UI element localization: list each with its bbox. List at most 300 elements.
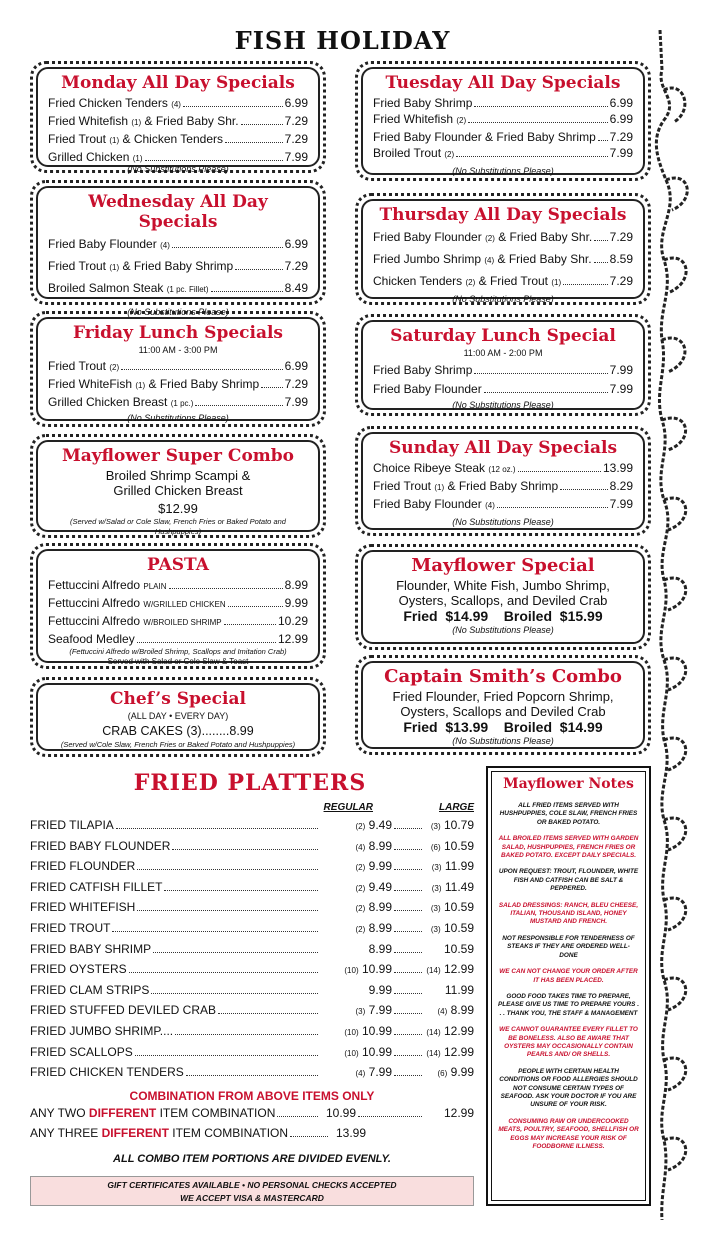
- rope-decoration: [650, 30, 700, 1220]
- thursday-item: [373, 249, 633, 271]
- wednesday-item-label: Broiled Salmon Steak: [48, 281, 164, 295]
- monday-item-qty: (1): [109, 136, 120, 145]
- platter-regular-price: 7.99: [368, 1003, 392, 1018]
- saturday-heading: Saturday Lunch Special: [390, 326, 616, 346]
- combo-three-leader: [290, 1136, 328, 1137]
- saturday-item: [373, 380, 633, 399]
- platter-large-price: 12.99: [443, 1023, 474, 1038]
- platter-regular-price: 9.99: [368, 859, 392, 874]
- combo-two-different: DIFFERENT: [88, 1105, 157, 1120]
- captain-smith-line1: Fried Flounder, Fried Popcorn Shrimp,: [392, 689, 614, 704]
- super-combo-price: $12.99: [158, 501, 198, 516]
- friday-item-label: Fried WhiteFish: [48, 377, 133, 391]
- monday-item-price: 7.29: [284, 114, 308, 128]
- platter-large-price: 10.59: [443, 838, 474, 853]
- monday-item: [48, 95, 308, 113]
- platter-leader2: [394, 952, 422, 953]
- platter-large-price: 9.99: [450, 1065, 474, 1080]
- saturday-item: [373, 361, 633, 380]
- platter-leader: [151, 993, 318, 994]
- platter-name: FRIED BABY FLOUNDER: [30, 838, 171, 853]
- friday-item-name: [48, 358, 119, 376]
- platter-name: FRIED TROUT: [30, 920, 111, 935]
- sunday-item: [373, 496, 633, 514]
- monday-items: [48, 95, 308, 167]
- platter-name: FRIED CLAM STRIPS: [30, 982, 150, 997]
- platter-row: [30, 818, 474, 839]
- note-item: ALL BROILED ITEMS SERVED WITH GARDEN SALAD, HUSHPUPPIES, FRENCH FRIES OR BAKED POTATO. EXCEPT DAILY SPECIALS.: [498, 835, 639, 860]
- platter-row: [30, 983, 474, 1004]
- platter-leader2: [394, 993, 422, 994]
- super-combo-note: (Served w/Salad or Cole Slaw, French Fries or Baked Potato and Hushpuppies): [70, 517, 286, 536]
- wednesday-item-name: [48, 234, 170, 256]
- tuesday-note: (No Substitutions Please): [452, 166, 554, 176]
- platter-name: FRIED JUMBO SHRIMP....: [30, 1023, 174, 1038]
- platter-large-qty: (3): [431, 883, 442, 893]
- sunday-specials-box: [355, 426, 651, 536]
- monday-item-leader: [183, 106, 283, 107]
- tuesday-item-qty: (2): [444, 150, 455, 159]
- tuesday-item-leader: [468, 122, 607, 123]
- wednesday-item-label: Fried Trout: [48, 259, 107, 273]
- saturday-note: (No Substitutions Please): [452, 400, 554, 410]
- tuesday-item-name: [373, 129, 596, 145]
- friday-item-price: 6.99: [284, 359, 308, 373]
- platter-regular-price: 8.99: [368, 838, 392, 853]
- thursday-item-price: 8.59: [609, 252, 633, 266]
- platter-regular: [320, 942, 392, 956]
- gift-certificate-banner: [30, 1176, 474, 1206]
- platter-large: [424, 880, 474, 894]
- tuesday-item: [373, 95, 633, 111]
- sunday-item-price: 7.99: [609, 497, 633, 511]
- thursday-note: (No Substitutions Please): [452, 294, 554, 304]
- sunday-items: [373, 460, 633, 514]
- platter-regular: [320, 1045, 392, 1059]
- wednesday-items: [48, 234, 308, 300]
- platter-regular: [320, 983, 392, 997]
- pasta-item-name: [48, 595, 226, 613]
- captain-smith-line2: Oysters, Scallops and Deviled Crab: [400, 704, 606, 719]
- platter-leader2: [394, 972, 422, 973]
- platter-large-qty: (6): [430, 842, 441, 852]
- pasta-item-leader: [137, 642, 276, 643]
- wednesday-specials-box: [30, 180, 326, 317]
- mayflower-notes-box: [486, 766, 651, 1206]
- tuesday-item-leader: [456, 156, 607, 157]
- platter-regular: [320, 839, 392, 853]
- tuesday-item-price: 7.29: [609, 130, 633, 144]
- friday-item-qty: (1 pc.): [170, 399, 194, 408]
- combo-three-c: ITEM COMBINATION: [168, 1126, 289, 1141]
- platter-large: [424, 942, 474, 956]
- thursday-items: [373, 227, 633, 293]
- monday-item: [48, 113, 308, 131]
- friday-item-leader: [195, 405, 282, 406]
- pasta-item-price: 9.99: [284, 596, 308, 610]
- platter-leader: [175, 1034, 318, 1035]
- note-item: NOT RESPONSIBLE FOR TENDERNESS OF STEAKS IF THEY ARE ORDERED WELL-DONE: [502, 934, 635, 959]
- platter-row: [30, 921, 474, 942]
- sunday-item: [373, 478, 633, 496]
- monday-item-price: 6.99: [284, 96, 308, 110]
- wednesday-item: [48, 234, 308, 256]
- tuesday-item-label: Broiled Trout: [373, 146, 442, 160]
- wednesday-item-qty: (1): [109, 263, 120, 272]
- platter-regular-qty: (2): [355, 822, 366, 831]
- platter-regular-price: 9.99: [368, 982, 392, 997]
- platter-large-qty: (14): [426, 1048, 441, 1058]
- platter-leader2: [394, 828, 422, 829]
- note-item: UPON REQUEST: TROUT, FLOUNDER, WHITE FISH AND CATFISH CAN BE SALT & PEPPERED.: [498, 868, 639, 893]
- friday-item-qty: (1): [135, 381, 146, 390]
- platter-regular-qty: (2): [355, 924, 366, 934]
- pasta-item-name: [48, 631, 135, 647]
- chefs-special-note: (Served w/Cole Slaw, French Fries or Baked Potato and Hushpuppies): [60, 740, 296, 749]
- friday-note: (No Substitutions Please): [127, 413, 229, 423]
- platter-leader: [129, 972, 318, 973]
- monday-item-qty: (1): [132, 154, 143, 163]
- friday-item-label: Fried Trout: [48, 359, 107, 373]
- sunday-item-price: 8.29: [609, 479, 633, 493]
- platter-large-qty: (3): [431, 863, 442, 873]
- combo-divided-note: ALL COMBO ITEM PORTIONS ARE DIVIDED EVENLY.: [113, 1152, 391, 1165]
- combo-three-regular: 13.99: [335, 1126, 366, 1141]
- thursday-item-name: [373, 227, 592, 249]
- note-item: WE CANNOT GUARANTEE EVERY FILLET TO BE BONELESS. ALSO BE AWARE THAT OYSTERS MAY OCCASIONALLY CONTAIN PEARLS AND/ OR SHELLS.: [499, 1026, 638, 1059]
- platter-large: [424, 1045, 474, 1059]
- saturday-item-price: 7.99: [609, 382, 633, 396]
- tuesday-item-name: [373, 145, 454, 163]
- thursday-item-qty: (2): [465, 278, 476, 287]
- pasta-item-price: 8.99: [284, 578, 308, 592]
- platter-large-qty: (14): [426, 1027, 441, 1037]
- platter-regular: [320, 900, 392, 914]
- sunday-item-rest: & Fried Baby Shrimp: [447, 479, 559, 493]
- monday-item-label: Grilled Chicken: [48, 150, 130, 164]
- thursday-item-name: [373, 249, 592, 271]
- friday-hours: 11:00 AM - 3:00 PM: [138, 345, 218, 355]
- platter-row: [30, 1024, 474, 1045]
- platter-regular-price: 9.49: [368, 879, 392, 894]
- combo-two-leader2: [358, 1116, 422, 1117]
- captain-smith-note: (No Substitutions Please): [452, 736, 554, 746]
- platter-large-qty: (3): [430, 924, 441, 934]
- platter-leader: [218, 1013, 318, 1014]
- platter-row: [30, 962, 474, 983]
- platter-leader: [137, 910, 318, 911]
- platter-large-qty: (6): [437, 1069, 448, 1079]
- platter-large-qty: (3): [430, 904, 441, 914]
- platter-regular-qty: (10): [344, 966, 359, 976]
- friday-item: [48, 358, 308, 376]
- note-item: CONSUMING RAW OR UNDERCOOKED MEATS, POULTRY, SEAFOOD, SHELLFISH OR EGGS MAY INCREASE YOUR RISK OF FOODBORNE ILLNESS.: [498, 1117, 639, 1150]
- pasta-items: [48, 577, 308, 647]
- platter-regular-qty: (4): [355, 1069, 366, 1079]
- platter-regular: [320, 880, 392, 894]
- pasta-item-qty: W/BROILED SHRIMP: [143, 618, 222, 627]
- wednesday-item-leader: [235, 269, 282, 270]
- tuesday-specials-box: [355, 61, 651, 181]
- monday-item-leader: [145, 160, 283, 161]
- platter-name: FRIED FLOUNDER: [30, 859, 136, 874]
- platter-regular-price: 9.49: [368, 818, 392, 832]
- platter-regular-price: 10.99: [361, 962, 392, 977]
- notes-title: Mayflower Notes: [503, 776, 634, 792]
- pasta-item: [48, 595, 308, 613]
- pasta-item-name: [48, 613, 222, 631]
- pasta-note2: Served with Salad or Cole Slaw & Toast: [107, 657, 249, 666]
- monday-item-label: Fried Whitefish: [48, 114, 129, 128]
- monday-item-name: [48, 131, 223, 149]
- platter-row: [30, 839, 474, 860]
- platter-large-price: 12.99: [443, 1044, 474, 1059]
- captain-smith-box: [355, 655, 651, 755]
- platter-large-qty: (14): [426, 966, 441, 976]
- combo-two-regular: 10.99: [325, 1105, 356, 1120]
- sunday-item-name: [373, 460, 516, 478]
- monday-item: [48, 131, 308, 149]
- platter-row: [30, 942, 474, 963]
- pasta-item-label: Fettuccini Alfredo: [48, 614, 141, 628]
- chefs-special-heading: Chef’s Special: [110, 689, 246, 709]
- super-combo-line1: Broiled Shrimp Scampi &: [105, 468, 251, 483]
- thursday-item: [373, 227, 633, 249]
- platter-leader: [137, 869, 318, 870]
- wednesday-item-leader: [172, 247, 283, 248]
- platter-large: [424, 1003, 474, 1017]
- thursday-item-name: [373, 271, 561, 293]
- sunday-note: (No Substitutions Please): [452, 517, 554, 527]
- thursday-item-label: Chicken Tenders: [373, 274, 463, 288]
- tuesday-heading: Tuesday All Day Specials: [385, 73, 621, 93]
- pasta-item-leader: [228, 606, 283, 607]
- chefs-special-item: CRAB CAKES (3)........8.99: [102, 724, 254, 738]
- monday-item-qty: (1): [131, 118, 142, 127]
- note-item: ALL FRIED ITEMS SERVED WITH HUSHPUPPIES, COLE SLAW, FRENCH FRIES OR BAKED POTATO.: [499, 802, 638, 826]
- wednesday-item-label: Fried Baby Flounder: [48, 237, 157, 251]
- platter-large-qty: (3): [430, 822, 441, 831]
- pasta-item-name: [48, 577, 167, 595]
- friday-items: [48, 358, 308, 412]
- sunday-item-qty: (4): [485, 501, 495, 510]
- tuesday-item: [373, 111, 633, 129]
- regular-column-label: REGULAR: [323, 802, 373, 813]
- platter-regular: [320, 962, 392, 976]
- pasta-item-leader: [224, 624, 276, 625]
- tuesday-item-qty: (2): [456, 116, 467, 125]
- friday-item: [48, 394, 308, 412]
- platter-name: FRIED TILAPIA: [30, 818, 114, 832]
- platter-large-qty: (4): [437, 1007, 448, 1017]
- sunday-item-leader: [560, 489, 607, 490]
- friday-item-price: 7.29: [284, 377, 308, 391]
- monday-item-leader: [225, 142, 283, 143]
- saturday-item-price: 7.99: [609, 363, 633, 377]
- pasta-item-label: Seafood Medley: [48, 632, 135, 646]
- friday-item-leader: [121, 369, 282, 370]
- platter-regular-qty: (2): [355, 904, 366, 914]
- platter-large-price: 10.59: [443, 941, 474, 956]
- platter-leader: [116, 828, 318, 829]
- sunday-heading: Sunday All Day Specials: [388, 438, 618, 458]
- platter-leader2: [394, 910, 422, 911]
- platter-name: FRIED SCALLOPS: [30, 1044, 133, 1059]
- monday-heading: Monday All Day Specials: [61, 73, 295, 93]
- sunday-item: [373, 460, 633, 478]
- platter-regular-qty: (10): [344, 1027, 359, 1037]
- pasta-item: [48, 577, 308, 595]
- gift-line2: WE ACCEPT VISA & MASTERCARD: [180, 1193, 324, 1203]
- super-combo-box: [30, 434, 326, 538]
- wednesday-item-price: 7.29: [284, 259, 308, 273]
- pasta-item-price: 12.99: [277, 632, 308, 646]
- combo-header: COMBINATION FROM ABOVE ITEMS ONLY: [129, 1088, 375, 1103]
- monday-item-rest: & Fried Baby Shr.: [144, 114, 239, 128]
- platter-leader: [172, 849, 318, 850]
- thursday-item-label: Fried Baby Flounder: [373, 230, 482, 244]
- platter-regular-qty: (2): [355, 863, 366, 873]
- tuesday-item-leader: [474, 106, 607, 107]
- super-combo-line2: Grilled Chicken Breast: [113, 483, 243, 498]
- sunday-item-name: [373, 478, 558, 496]
- sunday-item-price: 13.99: [602, 461, 633, 475]
- tuesday-item-name: [373, 95, 472, 111]
- platter-large: [424, 1024, 474, 1038]
- thursday-item-qty: (2): [485, 234, 495, 243]
- gift-line1: GIFT CERTIFICATES AVAILABLE • NO PERSONAL CHECKS ACCEPTED: [107, 1180, 397, 1190]
- wednesday-item-price: 6.99: [284, 237, 308, 251]
- platter-row: [30, 900, 474, 921]
- sunday-item-leader: [497, 507, 608, 508]
- monday-specials-box: [30, 61, 326, 173]
- platter-regular-price: 10.99: [361, 1023, 392, 1038]
- platter-large-price: 11.99: [444, 859, 474, 874]
- monday-item-price: 7.29: [284, 132, 308, 146]
- thursday-item-leader: [594, 262, 608, 263]
- friday-item-name: [48, 376, 259, 394]
- captain-broiled-price: $14.99: [559, 719, 603, 735]
- mayflower-special-box: [355, 544, 651, 650]
- menu-title: FISH HOLIDAY: [234, 26, 451, 55]
- platter-leader: [186, 1075, 318, 1076]
- pasta-heading: PASTA: [147, 555, 209, 575]
- combo-two-large: 12.99: [443, 1105, 474, 1120]
- tuesday-item-label: Fried Baby Flounder & Fried Baby Shrimp: [373, 130, 596, 144]
- platter-regular: [320, 1024, 392, 1038]
- combo-two-a: ANY TWO: [30, 1105, 89, 1120]
- mayflower-special-line1: Flounder, White Fish, Jumbo Shrimp,: [396, 578, 610, 593]
- wednesday-item-qty: (1 pc. Fillet): [166, 285, 209, 294]
- note-item: SALAD DRESSINGS: RANCH, BLEU CHEESE, ITALIAN, THOUSAND ISLAND, HONEY MUSTARD AND FRENCH.: [498, 901, 639, 926]
- combo-three-different: DIFFERENT: [101, 1126, 169, 1141]
- chefs-special-box: [30, 677, 326, 757]
- large-column-label: LARGE: [439, 802, 474, 813]
- friday-item: [48, 376, 308, 394]
- platter-regular: [320, 818, 392, 832]
- sunday-item-label: Fried Trout: [373, 479, 432, 493]
- sunday-item-qty: (12 oz.): [488, 465, 516, 474]
- platter-regular: [320, 921, 392, 935]
- thursday-item-label: Fried Jumbo Shrimp: [373, 252, 482, 266]
- friday-item-rest: & Fried Baby Shrimp: [148, 377, 260, 391]
- saturday-item-name: [373, 361, 472, 380]
- tuesday-item-label: Fried Whitefish: [373, 112, 454, 126]
- captain-fried-price: $13.99: [445, 719, 489, 735]
- thursday-item-rest: & Fried Baby Shr.: [498, 230, 593, 244]
- tuesday-items: [373, 95, 633, 163]
- thursday-item-price: 7.29: [609, 230, 633, 244]
- super-combo-heading: Mayflower Super Combo: [61, 446, 295, 466]
- platter-row: [30, 1003, 474, 1024]
- mayflower-fried-price: $14.99: [445, 608, 489, 624]
- monday-item-leader: [241, 124, 283, 125]
- platter-large-price: 8.99: [450, 1003, 474, 1018]
- thursday-item-rest: & Fried Baby Shr.: [497, 252, 592, 266]
- platter-large-price: 11.49: [444, 879, 474, 894]
- mayflower-special-heading: Mayflower Special: [411, 555, 595, 576]
- wednesday-item-leader: [211, 291, 283, 292]
- pasta-item-label: Fettuccini Alfredo: [48, 578, 141, 592]
- platter-regular-qty: (3): [355, 1007, 366, 1017]
- sunday-item-name: [373, 496, 495, 514]
- thursday-heading: Thursday All Day Specials: [379, 205, 627, 225]
- platter-regular-price: 8.99: [368, 900, 392, 915]
- platter-name: FRIED OYSTERS: [30, 962, 127, 977]
- thursday-item-leader: [563, 284, 608, 285]
- notes-items: [498, 802, 639, 1151]
- platter-large: [424, 1065, 474, 1079]
- platter-regular-price: 8.99: [368, 920, 392, 935]
- tuesday-item: [373, 145, 633, 163]
- tuesday-item-price: 6.99: [609, 96, 633, 110]
- mayflower-broiled-label: Broiled: [503, 608, 553, 624]
- captain-fried-label: Fried: [403, 719, 438, 735]
- sunday-item-leader: [518, 471, 601, 472]
- combo-two-name: [30, 1106, 275, 1120]
- platter-large: [424, 900, 474, 914]
- sunday-item-label: Choice Ribeye Steak: [373, 461, 486, 475]
- thursday-item: [373, 271, 633, 293]
- wednesday-item-qty: (4): [160, 241, 170, 250]
- platter-leader2: [394, 1055, 422, 1056]
- platter-name: FRIED BABY SHRIMP: [30, 941, 152, 956]
- fried-platters-rows: [30, 818, 474, 1086]
- platter-regular-price: 8.99: [368, 941, 392, 956]
- fried-platters-header: [30, 802, 474, 818]
- tuesday-item-price: 6.99: [609, 112, 633, 126]
- friday-item-price: 7.99: [284, 395, 308, 409]
- wednesday-item: [48, 256, 308, 278]
- friday-item-leader: [261, 387, 282, 388]
- pasta-item-price: 10.29: [277, 614, 308, 628]
- saturday-specials-box: [355, 314, 651, 416]
- wednesday-item-name: [48, 256, 233, 278]
- platter-leader2: [394, 1013, 422, 1014]
- saturday-item-name: [373, 380, 482, 399]
- mayflower-special-line2: Oysters, Scallops, and Deviled Crab: [398, 593, 608, 608]
- wednesday-note: (No Substitutions Please): [127, 307, 229, 317]
- platter-large: [424, 818, 474, 832]
- thursday-item-rest: & Fried Trout: [478, 274, 548, 288]
- platter-large: [424, 983, 474, 997]
- saturday-item-leader: [484, 392, 608, 393]
- thursday-item-qty: (4): [484, 256, 495, 265]
- monday-item-name: [48, 95, 181, 113]
- tuesday-item-label: Fried Baby Shrimp: [373, 96, 473, 110]
- platter-leader: [135, 1055, 318, 1056]
- friday-specials-box: [30, 311, 326, 427]
